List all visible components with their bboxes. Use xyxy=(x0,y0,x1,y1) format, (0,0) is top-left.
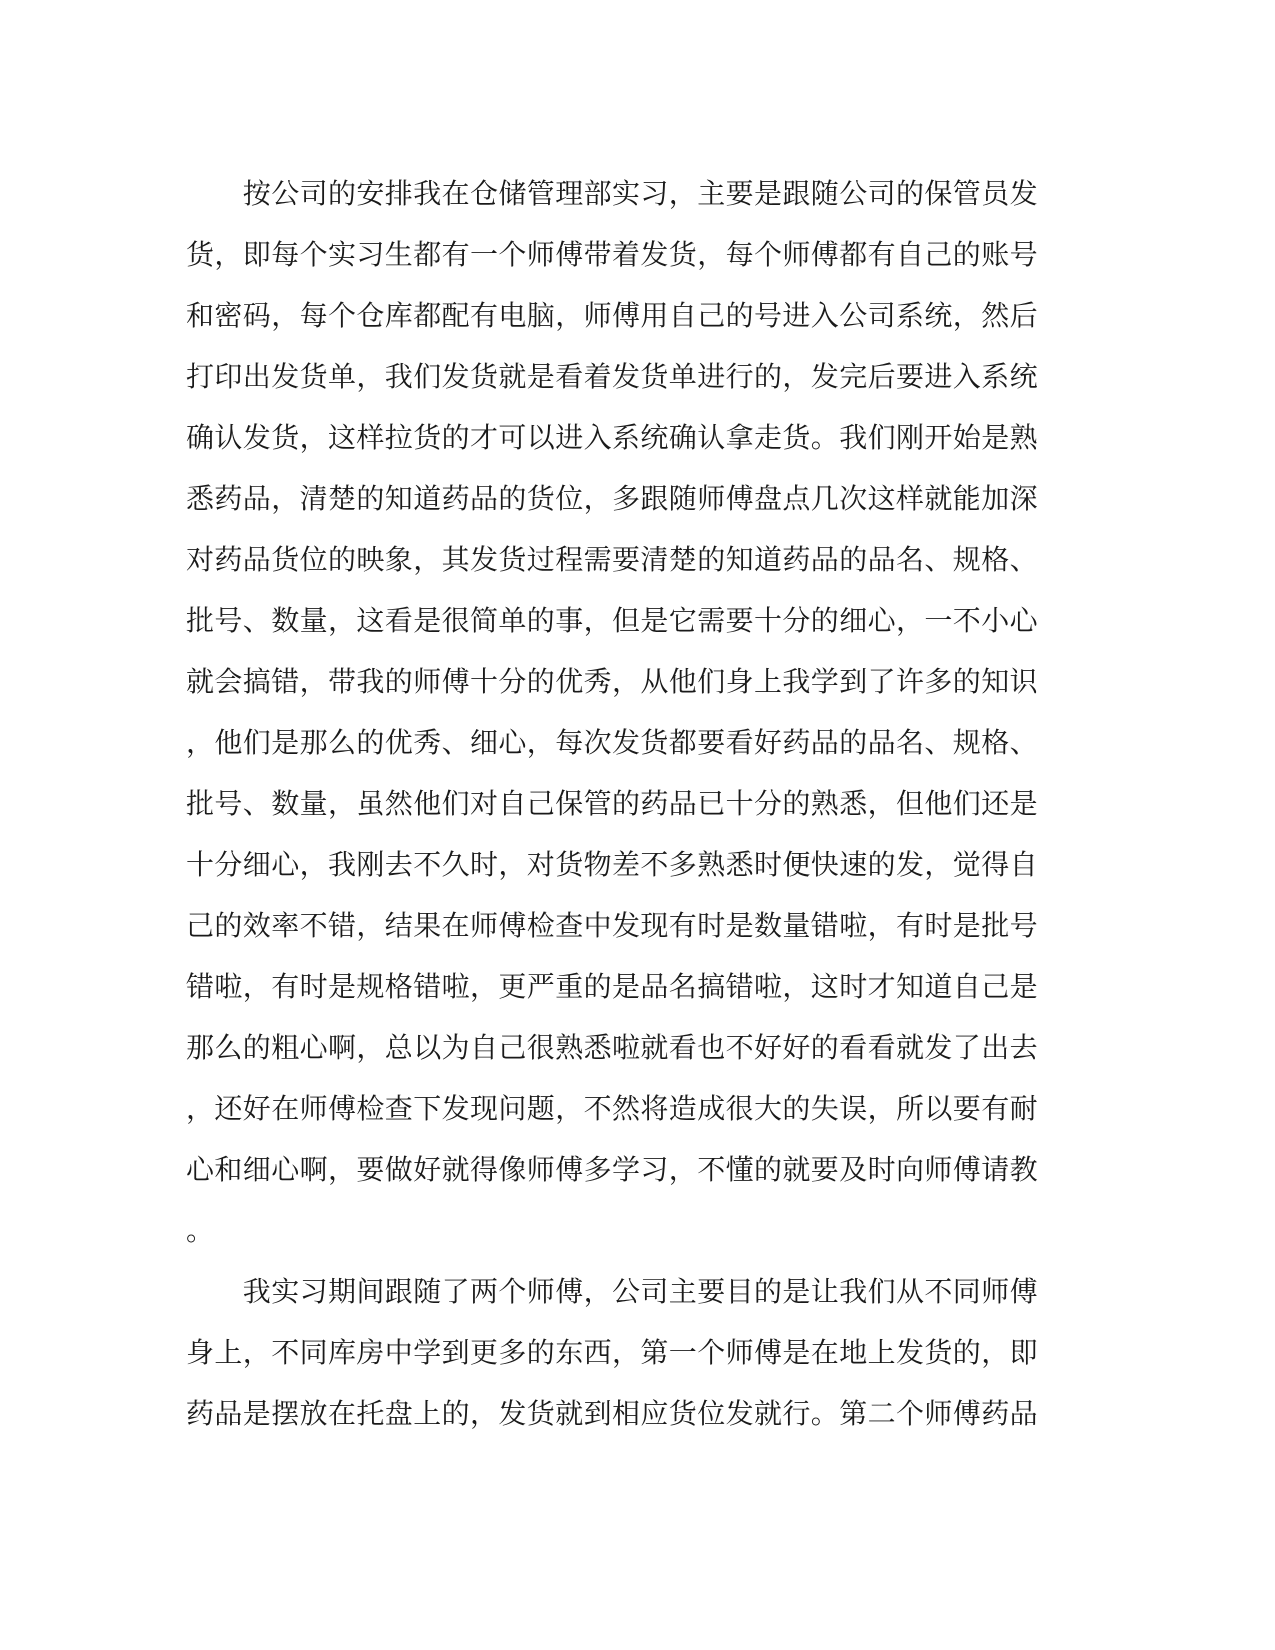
text-line: 打印出发货单，我们发货就是看着发货单进行的，发完后要进入系统 xyxy=(186,360,1039,393)
text-line: 身上，不同库房中学到更多的东西，第一个师傅是在地上发货的，即 xyxy=(186,1336,1039,1369)
text-line: ，他们是那么的优秀、细心，每次发货都要看好药品的品名、规格、 xyxy=(186,726,1039,759)
text-line: 那么的粗心啊，总以为自己很熟悉啦就看也不好好的看看就发了出去 xyxy=(186,1031,1039,1064)
text-line: 对药品货位的映象，其发货过程需要清楚的知道药品的品名、规格、 xyxy=(186,543,1039,576)
text-line: 确认发货，这样拉货的才可以进入系统确认拿走货。我们刚开始是熟 xyxy=(186,421,1039,454)
text-line: 批号、数量，这看是很简单的事，但是它需要十分的细心，一不小心 xyxy=(186,604,1039,637)
text-line: 药品是摆放在托盘上的，发货就到相应货位发就行。第二个师傅药品 xyxy=(186,1397,1039,1430)
text-line: 错啦，有时是规格错啦，更严重的是品名搞错啦，这时才知道自己是 xyxy=(186,970,1039,1003)
text-line: 。 xyxy=(186,1214,215,1247)
text-line: 己的效率不错，结果在师傅检查中发现有时是数量错啦，有时是批号 xyxy=(186,909,1039,942)
text-line: 我实习期间跟随了两个师傅，公司主要目的是让我们从不同师傅 xyxy=(186,1275,1039,1308)
paragraph-1 xyxy=(186,163,1066,1261)
text-line: 和密码，每个仓库都配有电脑，师傅用自己的号进入公司系统，然后 xyxy=(186,299,1039,332)
text-line: ，还好在师傅检查下发现问题，不然将造成很大的失误，所以要有耐 xyxy=(186,1092,1039,1125)
paragraph-2 xyxy=(186,1261,1066,1444)
text-line: 十分细心，我刚去不久时，对货物差不多熟悉时便快速的发，觉得自 xyxy=(186,848,1039,881)
text-line: 批号、数量，虽然他们对自己保管的药品已十分的熟悉，但他们还是 xyxy=(186,787,1039,820)
text-line: 按公司的安排我在仓储管理部实习，主要是跟随公司的保管员发 xyxy=(186,177,1039,210)
text-line: 货，即每个实习生都有一个师傅带着发货，每个师傅都有自己的账号 xyxy=(186,238,1039,271)
text-line: 心和细心啊，要做好就得像师傅多学习，不懂的就要及时向师傅请教 xyxy=(186,1153,1039,1186)
body-text xyxy=(186,163,1066,1444)
text-line: 悉药品，清楚的知道药品的货位，多跟随师傅盘点几次这样就能加深 xyxy=(186,482,1039,515)
text-line: 就会搞错，带我的师傅十分的优秀，从他们身上我学到了许多的知识 xyxy=(186,665,1039,698)
